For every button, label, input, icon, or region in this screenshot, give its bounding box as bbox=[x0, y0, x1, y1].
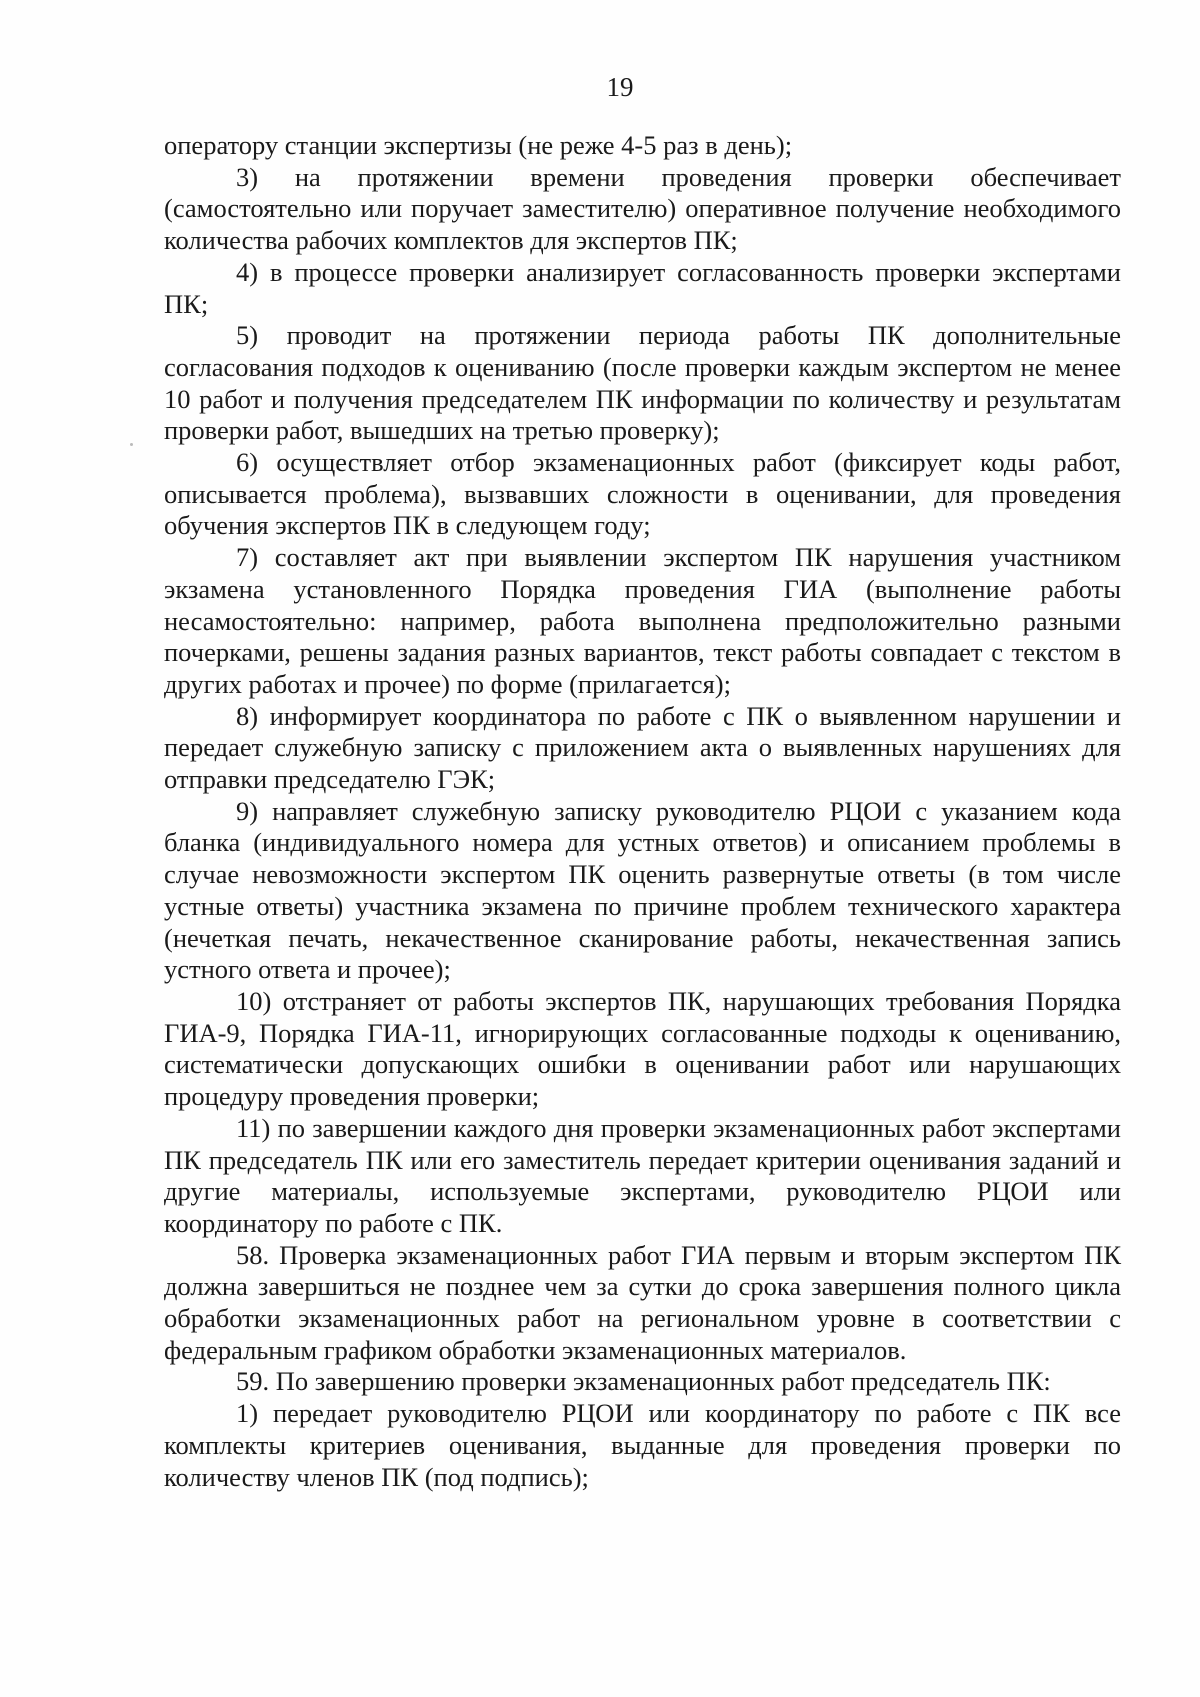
paragraph-continuation: оператору станции экспертизы (не реже 4-5 раз в день); bbox=[164, 130, 793, 160]
paragraph-item-5: 5) проводит на протяжении периода работы ПК дополнительные согласования подходов к оцениванию (после проверки каждым экспертом не менее 10 работ и получения председателем ПК информации по количеству и результатам проверки работ, вышедших на третью проверку); bbox=[164, 320, 1121, 446]
paragraph-item-3: 3) на протяжении времени проведения проверки обеспечивает (самостоятельно или поручает заместителю) оперативное получение необходимого количества рабочих комплектов для экспертов ПК; bbox=[164, 161, 1121, 256]
page-number: 19 bbox=[606, 72, 634, 102]
paragraph-item-8: 8) информирует координатора по работе с ПК о выявленном нарушении и передает служебную записку с приложением акта о выявленных нарушениях для отправки председателю ГЭК; bbox=[164, 700, 1121, 795]
paragraph-clause-59: 59. По завершению проверки экзаменационных работ председатель ПК: bbox=[236, 1366, 1051, 1397]
paragraph-item-6: 6) осуществляет отбор экзаменационных работ (фиксирует коды работ, описывается проблема), вызвавших сложности в оценивании, для проведения обучения экспертов ПК в следующем году; bbox=[164, 447, 1121, 541]
paragraph-clause-58: 58. Проверка экзаменационных работ ГИА первым и вторым экспертом ПК должна завершиться не позднее чем за сутки до срока завершения полного цикла обработки экзаменационных работ на региональном уровне в соответствии с федеральным графиком обработки экзаменационных материалов. bbox=[164, 1239, 1121, 1365]
paragraph-clause-59-item-1: 1) передает руководителю РЦОИ или координатору по работе с ПК все комплекты критериев оценивания, выданные для проведения проверки по количеству членов ПК (под подпись); bbox=[164, 1398, 1121, 1492]
document-body bbox=[164, 130, 1121, 1493]
scan-speck bbox=[130, 443, 133, 446]
paragraph-item-11: 11) по завершении каждого дня проверки экзаменационных работ экспертами ПК председатель ПК или его заместитель передает критерии оценивания заданий и другие материалы, используемые экспертами, руководителю РЦОИ или координатору по работе с ПК. bbox=[164, 1112, 1121, 1238]
paragraph-item-10: 10) отстраняет от работы экспертов ПК, нарушающих требования Порядка ГИА-9, Порядка ГИА-11, игнорирующих согласованные подходы к оцениванию, систематически допускающих ошибки в оценивании работ или нарушающих процедуру проведения проверки; bbox=[164, 985, 1121, 1112]
paragraph-item-4: 4) в процессе проверки анализирует согласованность проверки экспертами ПК; bbox=[164, 256, 1121, 319]
paragraph-item-9: 9) направляет служебную записку руководителю РЦОИ с указанием кода бланка (индивидуального номера для устных ответов) и описанием проблемы в случае невозможности экспертом ПК оценить развернутые ответы (в том числе устные ответы) участника экзамена по причине проблем технического характера (нечеткая печать, некачественное сканирование работы, некачественная запись устного ответа и прочее); bbox=[164, 795, 1121, 985]
paragraph-item-7: 7) составляет акт при выявлении экспертом ПК нарушения участником экзамена установленного Порядка проведения ГИА (выполнение работы несамостоятельно: например, работа выполнена предположительно разными почерками, решены задания разных вариантов, текст работы совпадает с текстом в других работах и прочее) по форме (прилагается); bbox=[164, 542, 1121, 699]
